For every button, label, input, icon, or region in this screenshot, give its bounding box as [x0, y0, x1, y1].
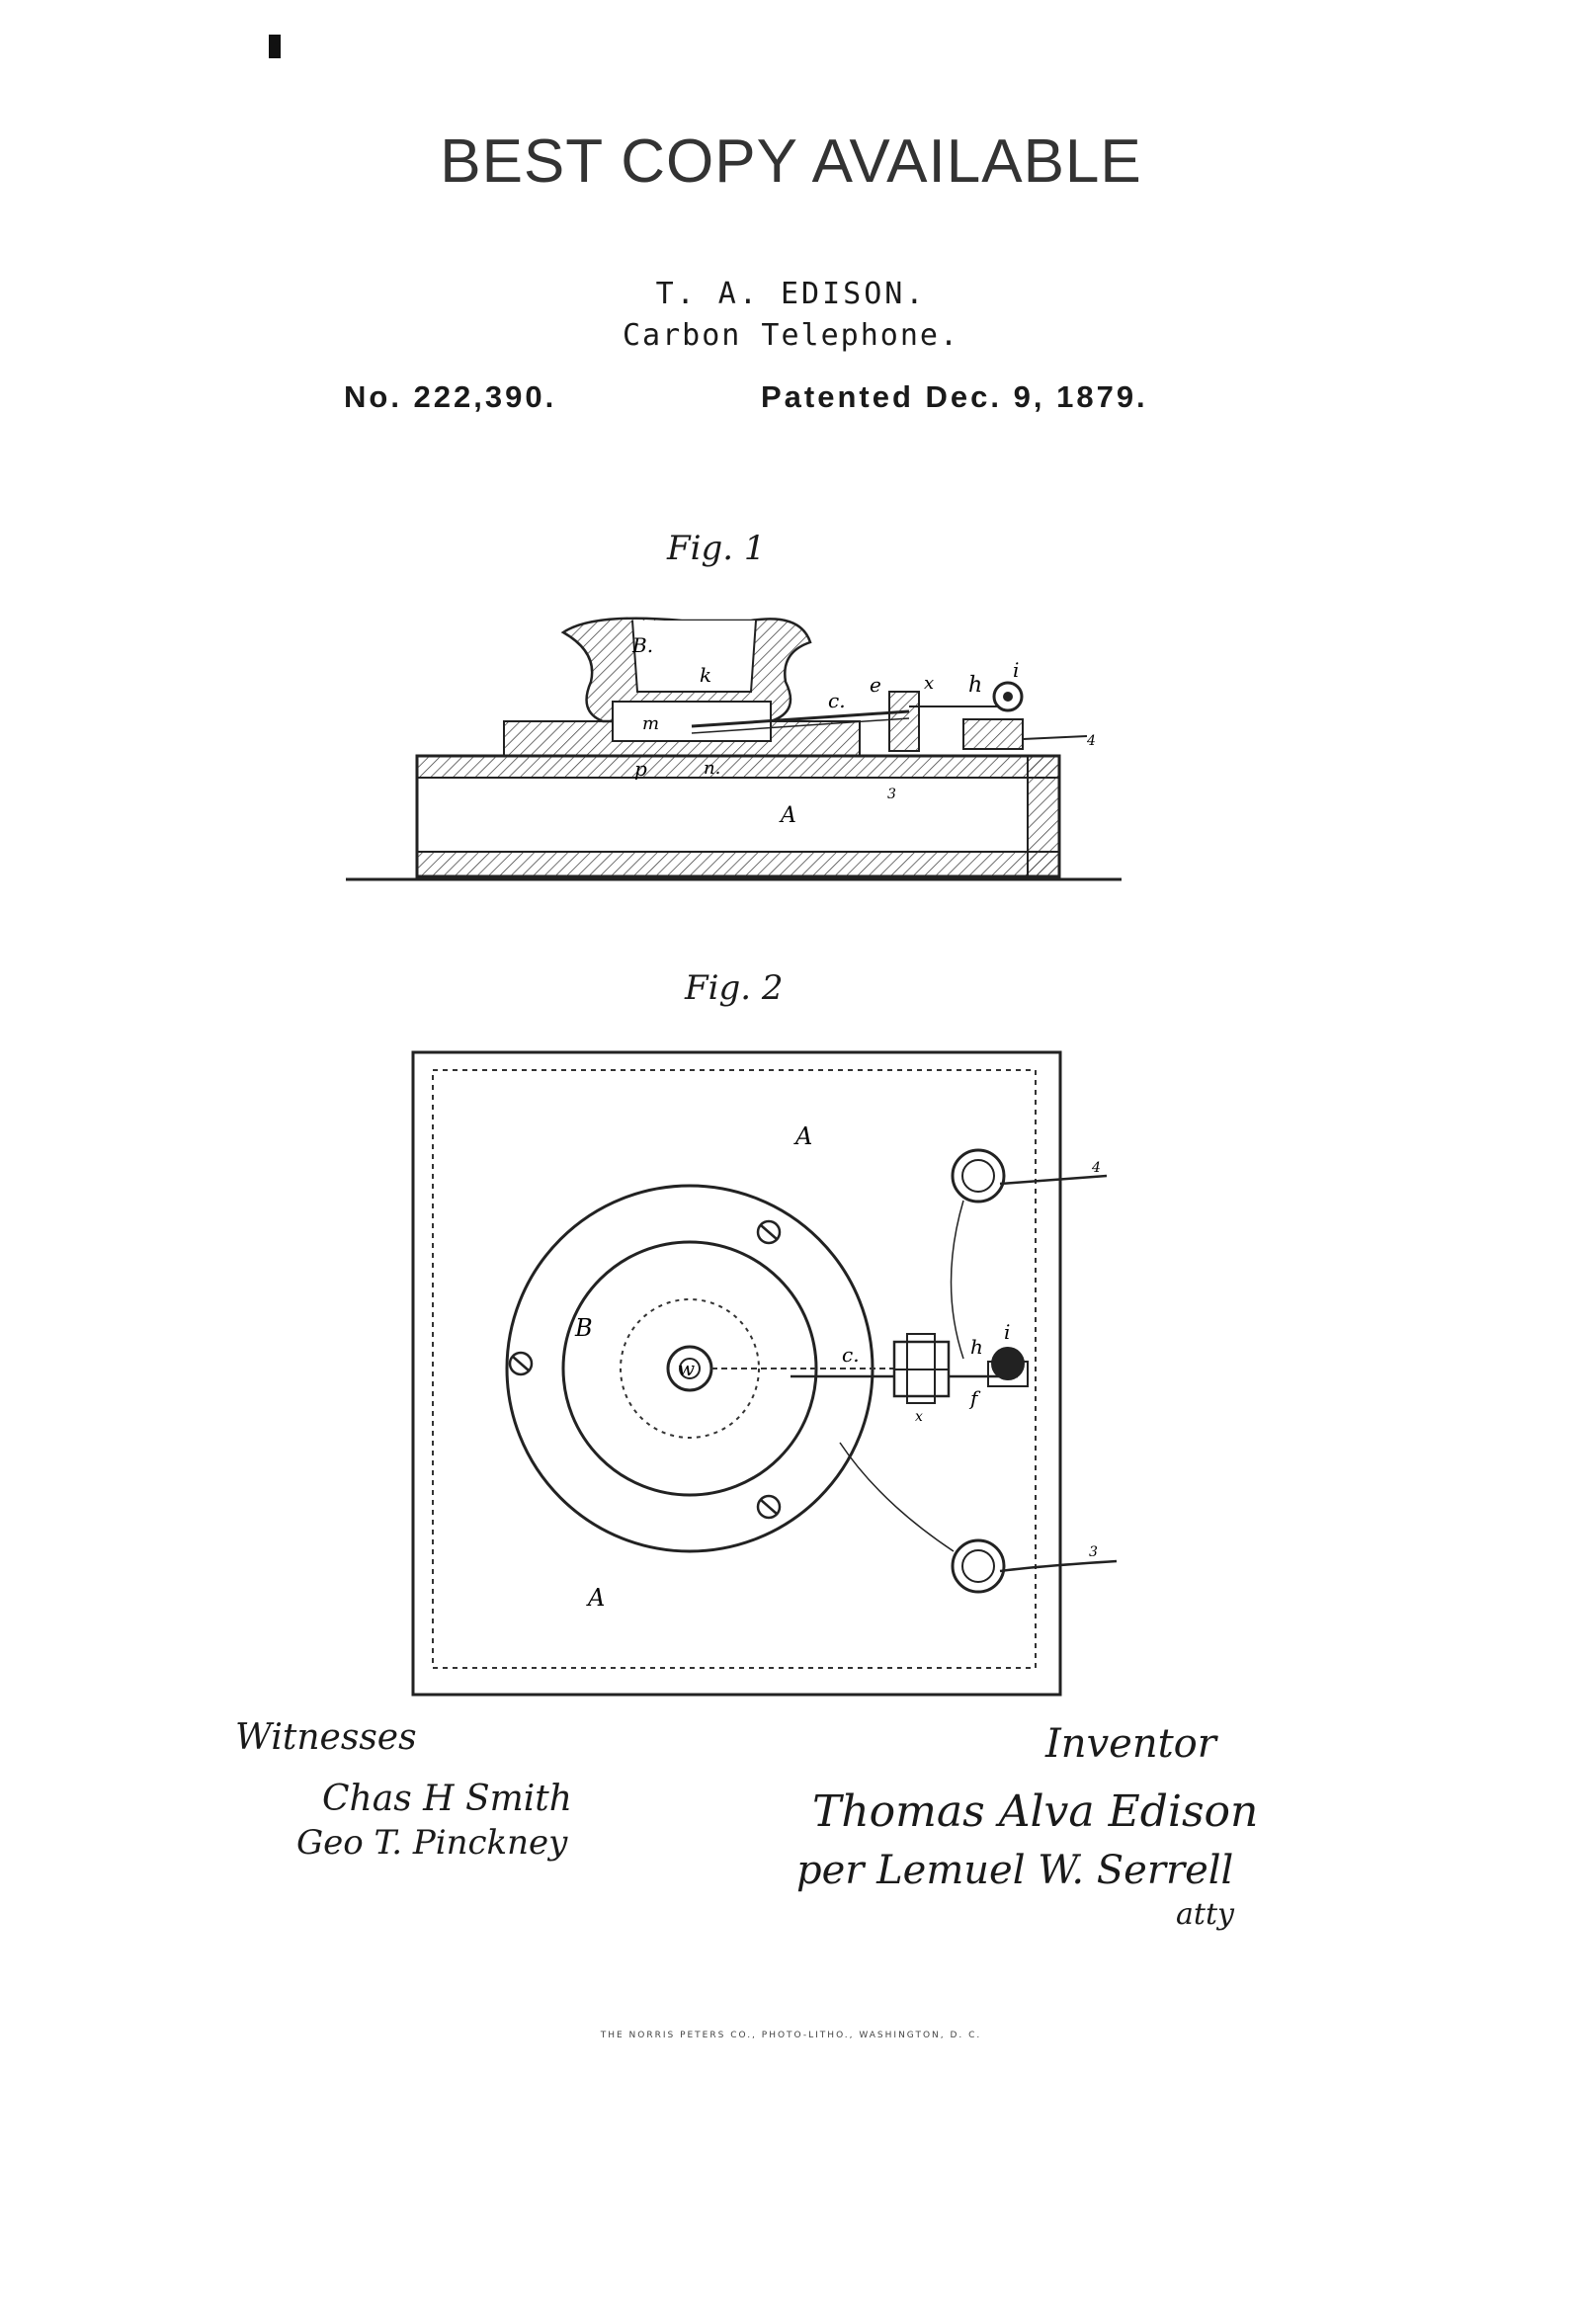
fig2-label-A-top: A	[795, 1122, 813, 1150]
fig1-label-x: x	[924, 673, 935, 694]
fig2-screw-bottom	[758, 1496, 780, 1518]
fig1-label-m: m	[642, 713, 660, 734]
fig1-label-e: e	[870, 673, 881, 697]
fig1-label-i: i	[1013, 658, 1020, 682]
fig2-binding-post	[991, 1347, 1025, 1380]
fig2-label-B: B	[575, 1314, 593, 1342]
fig2-label-A-bottom: A	[588, 1584, 606, 1612]
fig2-label-w: w	[678, 1357, 696, 1380]
fig2-base-plate	[413, 1052, 1060, 1695]
patent-date: Patented Dec. 9, 1879.	[761, 379, 1148, 414]
fig1-base-bottom-hatch	[417, 852, 1059, 876]
fig2-label-3: 3	[1089, 1544, 1098, 1560]
witness-1-signature: Chas H Smith	[322, 1779, 572, 1819]
fig2-screw-left	[510, 1353, 532, 1374]
inventor-signature: Thomas Alva Edison	[812, 1786, 1259, 1837]
fig1-base-side-hatch	[1028, 756, 1059, 876]
fig2-label-x: x	[915, 1409, 923, 1425]
fig1-bracket	[889, 692, 919, 751]
fig1-label-B: B.	[632, 633, 654, 657]
fig1-title: Fig. 1	[667, 529, 766, 568]
best-copy-stamp: BEST COPY AVAILABLE	[440, 127, 1142, 196]
fig1-label-3: 3	[887, 787, 896, 802]
printer-line: THE NORRIS PETERS CO., PHOTO-LITHO., WASHINGTON, D. C.	[600, 2031, 982, 2040]
fig1-post-base	[963, 719, 1023, 749]
fig2-label-f: f	[970, 1386, 978, 1410]
fig2-terminal-4	[953, 1150, 1004, 1202]
fig2-wire-internal-2	[840, 1443, 954, 1551]
fig1-label-h: h	[968, 673, 983, 698]
patent-invention-title: Carbon Telephone.	[622, 318, 960, 353]
fig2-label-h: h	[970, 1335, 983, 1359]
fig1-label-k: k	[700, 663, 712, 687]
witness-2-signature: Geo T. Pinckney	[296, 1823, 568, 1863]
fig2-label-i: i	[1004, 1320, 1011, 1344]
patent-author: T. A. EDISON.	[655, 277, 927, 311]
attorney-signature: per Lemuel W. Serrell	[796, 1848, 1234, 1893]
fig1-base-top-hatch	[417, 756, 1059, 778]
fig1-label-n: n.	[704, 758, 721, 779]
fig2-wire-4	[1000, 1176, 1107, 1184]
fig2-screw-top	[758, 1221, 780, 1243]
fig2-wire-3	[1000, 1561, 1117, 1571]
fig2-title: Fig. 2	[685, 968, 784, 1008]
witnesses-title: Witnesses	[235, 1717, 417, 1758]
patent-number: No. 222,390.	[344, 379, 557, 414]
attorney-abbreviation: atty	[1176, 1897, 1234, 1932]
inventor-title: Inventor	[1045, 1721, 1216, 1767]
fig1-label-4: 4	[1087, 733, 1096, 749]
fig1-label-A: A	[781, 803, 796, 828]
fig1-label-c: c.	[828, 689, 846, 712]
fig2-label-c: c.	[842, 1343, 860, 1367]
fig2-terminal-3	[953, 1540, 1004, 1592]
fig2-label-4: 4	[1092, 1160, 1101, 1176]
fig2-wire-internal-1	[952, 1201, 964, 1359]
fig1-label-p: p	[634, 757, 647, 781]
